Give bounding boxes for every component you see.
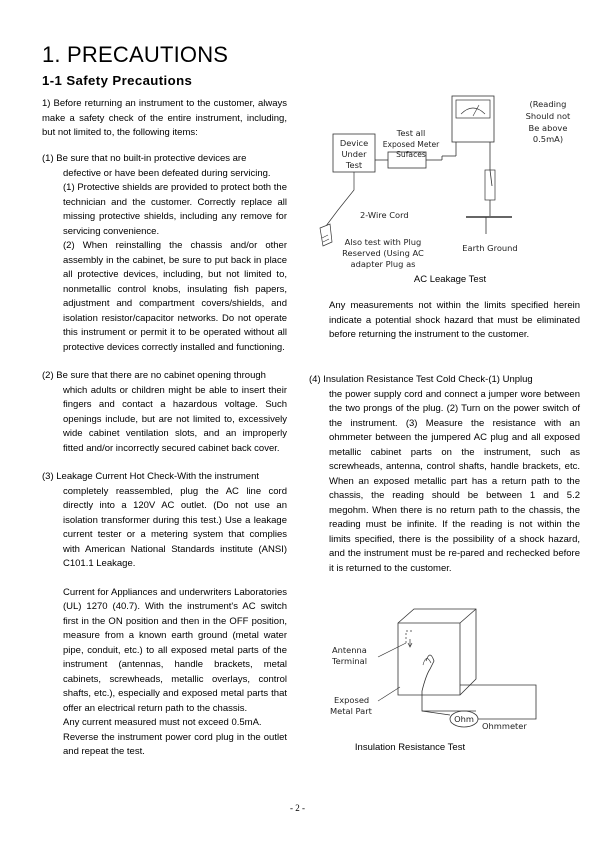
device-label-2: Under [341,149,367,159]
item3-head: (3) Leakage Current Hot Check-With the instrument [42,471,260,482]
plug-icon [320,224,332,246]
item4 [309,373,580,576]
intro-paragraph [42,97,287,141]
ac-leakage-diagram [316,90,586,290]
ohm-label: Ohm [454,714,474,724]
exposed-label-2: Metal Part [330,706,372,716]
item3-cont: completely reassembled, plug the AC line cord directly into a 120V AC outlet. (Do not use an isolation transformer during this test.) Use a leakage current tester or a metering system that complies with American National Standards institute (ANSI) C101.1 Leakage. [63,485,287,569]
item3-p4: Reverse the instrument power cord plug in the outlet and repeat the test. [63,731,287,757]
insulation-caption: Insulation Resistance Test [354,742,466,753]
reading-note-1: (Reading [529,99,567,109]
intro-text: 1) Before returning an instrument to the customer, always make a safety check of the entire instrument, including, but not limited to, the following items: [42,98,287,138]
exposed-label-1: Exposed [334,695,370,705]
device-label-1: Device [339,138,369,148]
also-test-1: Also test with Plug [344,237,422,247]
item1-cont: defective or have been defeated during servicing. [63,167,271,179]
reading-note-3: Be above [528,123,568,133]
earth-ground-label: Earth Ground [462,243,518,253]
probe [485,170,495,200]
surfaces-label: Sufaces [396,150,426,159]
item2-head: (2) Be sure that there are no cabinet opening through [42,370,266,381]
ohmmeter-label: Ohmmeter [482,721,527,731]
antenna-label-1: Antenna [332,645,367,655]
exposed-meter-label: Exposed Meter [382,140,440,149]
left-items [42,152,287,760]
item3-p2: Current for Appliances and underwriters Laboratories (UL) 1270 (40.7). With the instrument's AC switch first in the ON position and then in the OFF position, measure from a known earth ground (metal water pipe, conduit, etc.) to all exposed metal parts of the instrument (antennas, handle brackets, metal cabinets, screwheads, metallic overlays, control shafts, etc.), especially and exposed metal parts that offer an electrical return path to the chassis. [63,586,287,714]
insulation-diagram [326,605,586,740]
test-all-label: Test all [396,128,426,138]
item4-head: (4) Insulation Resistance Test Cold Check-(1) Unplug [309,374,533,385]
ac-leakage-caption: AC Leakage Test [413,274,487,285]
measure-text: Any measurements not within the limits specified herein indicate a potential shock hazard that must be eliminated before returning the instrument to the customer. [329,300,580,340]
item1-sub2: (2) When reinstalling the chassis and/or other assembly in the cabinet, be sure to put back in place all protective devices, including, but not limited to, nonmetallic control knobs, insulating fish papers, adjustment and compartment covers/shields, and isolation resistor/capacitor networks. Do not operate this instrument or permit it to be operated without all protective devices correctly installed and functioning. [63,240,287,353]
antenna-label-2: Terminal [332,656,368,666]
measure-paragraph [329,299,580,343]
two-wire-cord-label: 2-Wire Cord [360,210,409,220]
also-test-2: Reserved (Using AC [342,248,424,258]
page-title: 1. PRECAUTIONS [42,42,229,67]
item1-sub1: (1) Protective shields are provided to protect both the technician and the customer. Correctly replace all missing protective shields, including any remove for servicing convenience. [63,182,287,237]
item3-p3: Any current measured must not exceed 0.5mA. [63,717,262,728]
device-label-3: Test [345,160,363,170]
section-heading: 1-1 Safety Precautions [42,73,193,88]
reading-note-4: 0.5mA) [532,134,564,144]
item1-head: (1) Be sure that no built-in protective devices are [42,153,247,164]
meter-body [452,96,494,142]
meter-dial [456,100,490,118]
instrument-box [398,609,476,695]
also-test-3: adapter Plug as [350,259,416,269]
page-number: - 2 - [290,803,305,813]
item4-cont: the power supply cord and connect a jumper wore between the two prongs of the plug. (2) Turn on the power switch of the instrument. (3) Measure the resistance with an ohmmeter between the jumpered AC plug and all exposed metallic cabinet parts on the instrument, such as screwheads, antenna, control shafts, handle brackets, etc. When an exposed metallic part has a return path to the chassis, the reading should be between 1 and 5.2 megohm. When there is no return path to the chassis, the reading must be infinite. If the reading is not within the limits specified, there is the possibility of a shock hazard, and the instrument must be re-pared and rechecked before it is returned to the customer. [329,388,580,574]
item2-cont: which adults or children might be able to insert their fingers and contact a hazardous voltage. Such openings include, but are not limited to, excessively wide cabinet ventilation slots, and an improperly fitted and/or incorrectly secured cabinet back cover. [63,384,287,454]
reading-note-2: Should not [525,111,571,121]
